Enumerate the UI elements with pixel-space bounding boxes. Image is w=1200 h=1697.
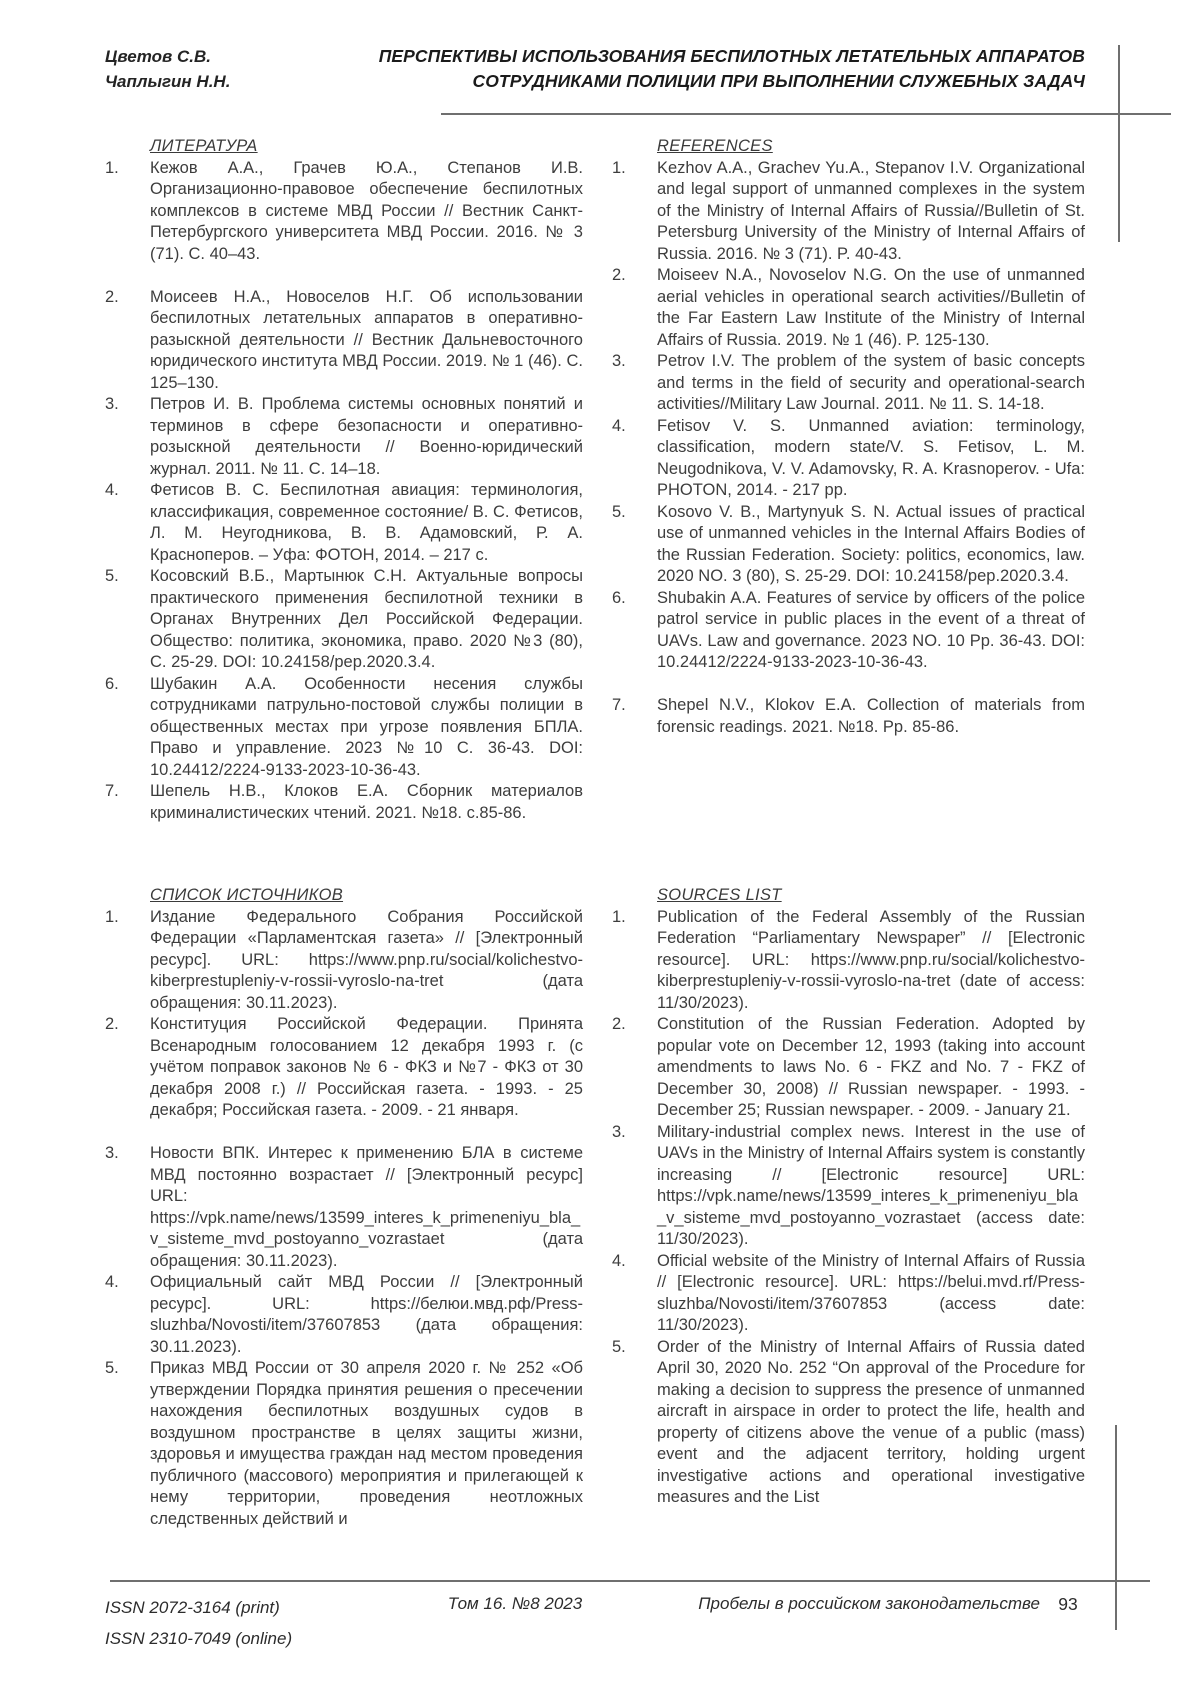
reference-number: 4. <box>105 1273 119 1291</box>
reference-text: Официальный сайт МВД России // [Электронный ресурс]. URL: https://белюи.мвд.рф/Press-sluzhba/Novosti/item/37607853 (дата обращения: 30.11.2023). <box>150 1273 583 1356</box>
reference-item <box>612 695 1085 738</box>
reference-number: 5. <box>105 567 119 585</box>
reference-text: Moiseev N.A., Novoselov N.G. On the use of unmanned aerial vehicles in operational search activities//Bulletin of the Far Eastern Law Institute of the Ministry of Internal Affairs of Russia. 2019. № 1 (46). P. 125-130. <box>657 266 1085 349</box>
sources-section <box>105 885 583 1530</box>
issn-online: ISSN 2310-7049 (online) <box>105 1629 293 1648</box>
paper-title-line: ПЕРСПЕКТИВЫ ИСПОЛЬЗОВАНИЯ БЕСПИЛОТНЫХ ЛЕТАТЕЛЬНЫХ АППАРАТОВ <box>378 46 1085 66</box>
reference-text: Кежов А.А., Грачев Ю.А., Степанов И.В. Организационно-правовое обеспечение беспилотных комплексов в системе МВД России // Вестник Санкт-Петербургского университета МВД России. 2016. № 3 (71). С. 40–43. <box>150 158 583 263</box>
reference-item <box>105 1014 583 1122</box>
reference-item <box>105 1143 583 1272</box>
reference-number: 7. <box>105 782 119 800</box>
reference-number: 2. <box>612 1015 626 1033</box>
reference-number: 3. <box>612 1122 626 1141</box>
paper-title-line: СОТРУДНИКАМИ ПОЛИЦИИ ПРИ ВЫПОЛНЕНИИ СЛУЖЕБНЫХ ЗАДАЧ <box>472 71 1085 91</box>
reference-item <box>105 907 583 1015</box>
reference-item <box>612 265 1085 351</box>
reference-item <box>612 416 1085 502</box>
reference-text: Шубакин А.А. Особенности несения службы сотрудниками патрульно-постовой службы полиции в общественных местах при угрозе появления БПЛА. Право и управление. 2023 №10 С. 36-43. DOI: 10.24412/2224-9133-2023-10-36-43. <box>150 674 583 779</box>
reference-text: Издание Федерального Собрания Российской Федерации «Парламентская газета» // [Электронный ресурс]. URL: https://www.pnp.ru/social/kolichestvo-kiberprestupleniy-v-rossii-vyroslo-na-tret (дата обращения: 30.11.2023). <box>150 907 583 1012</box>
reference-text: Приказ МВД России от 30 апреля 2020 г. № 252 «Об утверждении Порядка принятия решения о пресечении нахождения беспилотных воздушных судов в воздушном пространстве в целях защиты жизни, здоровья и имущества граждан над местом проведения публичного (массового) мероприятия и прилегающей к нему территории, проведения неотложных следственных действий и <box>150 1359 583 1528</box>
reference-text: Constitution of the Russian Federation. Adopted by popular vote on December 12, 1993 (taking into account amendments to laws No. 6 - FKZ and No. 7 - FKZ of December 30, 2008) // Russian newspaper. - 1993. - December 25; Russian newspaper. - 2009. - January 21. <box>657 1015 1085 1119</box>
footer-vertical-rule <box>1115 1425 1117 1630</box>
header-vertical-rule <box>1118 45 1120 242</box>
reference-number: 4. <box>105 481 119 499</box>
reference-number: 2. <box>105 1015 119 1033</box>
reference-text: Моисеев Н.А., Новоселов Н.Г. Об использовании беспилотных летательных аппаратов в оперативно-разыскной деятельности // Вестник Дальневосточного юридического института МВД России. 2019. № 1 (46). С. 125–130. <box>150 287 583 392</box>
reference-text: Новости ВПК. Интерес к применению БЛА в системе МВД постоянно возрастает // [Электронный ресурс] URL: https://vpk.name/news/13599_interes_k_primeneniyu_bla_v_sisteme_mvd_postoyanno_vozrastaet (дата обращения: 30.11.2023). <box>150 1144 583 1270</box>
reference-item <box>612 351 1085 416</box>
page-number: 93 <box>1058 1594 1078 1614</box>
author-name: Цветов С.В. <box>105 47 211 66</box>
author-name: Чаплыгин Н.Н. <box>105 72 231 91</box>
references-heading: REFERENCES <box>657 137 773 155</box>
issn-block <box>105 1592 292 1654</box>
reference-text: Military-industrial complex news. Interest in the use of UAVs in the Ministry of Internal Affairs system is constantly increasing // [Electronic resource] URL: https://vpk.name/news/13599_interes_k_primeneniyu_bla_v_sisteme_mvd_postoyanno_vozrastaet (access date: 11/30/2023). <box>657 1122 1085 1248</box>
reference-number: 5. <box>612 1337 626 1356</box>
issn-print: ISSN 2072-3164 (print) <box>105 1598 280 1617</box>
reference-number: 2. <box>105 287 119 306</box>
reference-text: Petrov I.V. The problem of the system of basic concepts and terms in the field of security and operational-search activities//Military Law Journal. 2011. № 11. S. 14-18. <box>657 352 1085 413</box>
authors-block <box>105 44 230 94</box>
reference-text: Шепель Н.В., Клоков Е.А. Сборник материалов криминалистических чтений. 2021. №18. с.85-86. <box>150 782 583 822</box>
reference-number: 1. <box>105 158 119 177</box>
reference-item <box>612 1337 1085 1509</box>
reference-item <box>612 502 1085 588</box>
reference-item <box>105 781 583 824</box>
sources-heading: СПИСОК ИСТОЧНИКОВ <box>150 886 344 904</box>
reference-text: Косовский В.Б., Мартынюк С.Н. Актуальные вопросы практического применения беспилотной техники в Органах Внутренних Дел Российской Федерации. Общество: политика, экономика, право. 2020 №3 (80), С. 25-29. DOI: 10.24158/pep.2020.3.4. <box>150 567 583 671</box>
reference-item <box>105 394 583 480</box>
reference-item <box>105 674 583 782</box>
reference-item <box>105 480 583 566</box>
reference-item <box>105 1358 583 1530</box>
reference-item <box>612 588 1085 674</box>
header-rule <box>441 113 1171 115</box>
reference-number: 5. <box>105 1359 119 1377</box>
reference-number: 5. <box>612 502 626 521</box>
sources-list-section <box>612 885 1085 1509</box>
reference-number: 3. <box>612 352 626 370</box>
reference-number: 1. <box>612 907 626 926</box>
sources-list-heading: SOURCES LIST <box>657 886 782 904</box>
reference-number: 4. <box>612 1251 626 1270</box>
footer-rule <box>110 1580 1150 1582</box>
reference-item <box>612 158 1085 266</box>
reference-text: Фетисов В. С. Беспилотная авиация: терминология, классификация, современное состояние/ В. С. Фетисов, Л. М. Неугодникова, В. В. Адамовский, Р. А. Красноперов. – Уфа: ФОТОН, 2014. – 217 с. <box>150 481 583 564</box>
reference-text: Петров И. В. Проблема системы основных понятий и терминов в сфере безопасности и оперативно-розыскной деятельности // Военно-юридический журнал. 2011. № 11. С. 14–18. <box>150 395 583 478</box>
reference-number: 6. <box>612 588 626 607</box>
reference-item <box>612 1014 1085 1122</box>
reference-text: Fetisov V. S. Unmanned aviation: terminology, classification, modern state/V. S. Fetisov, L. M. Neugodnikova, V. V. Adamovsky, R. A. Krasnoperov. - Ufa: PHOTON, 2014. - 217 pp. <box>657 416 1085 499</box>
paper-title <box>340 44 1085 94</box>
literature-heading: ЛИТЕРАТУРА <box>150 137 258 155</box>
reference-text: Конституция Российской Федерации. Принята Всенародным голосованием 12 декабря 1993 г. (с учётом поправок законов № 6 - ФКЗ и №7 - ФКЗ от 30 декабря 2008 г.) // Российская газета. - 1993. - 25 декабря; Российская газета. - 2009. - 21 января. <box>150 1015 583 1119</box>
reference-text: Shepel N.V., Klokov E.A. Collection of materials from forensic readings. 2021. №18. Pp. 85-86. <box>657 696 1085 736</box>
reference-number: 4. <box>612 416 626 435</box>
reference-item <box>105 1272 583 1358</box>
reference-item <box>612 907 1085 1015</box>
literature-section <box>105 136 583 824</box>
reference-text: Kosovo V. B., Martynyuk S. N. Actual issues of practical use of unmanned vehicles in the Internal Affairs Bodies of the Russian Federation. Society: politics, economics, law. 2020 NO. 3 (80), S. 25-29. DOI: 10.24158/pep.2020.3.4. <box>657 502 1085 585</box>
reference-number: 3. <box>105 395 119 413</box>
reference-number: 2. <box>612 266 626 284</box>
reference-item <box>612 1251 1085 1337</box>
reference-text: Official website of the Ministry of Internal Affairs of Russia // [Electronic resource]. URL: https://belui.mvd.rf/Press-sluzhba/Novosti/item/37607853 (access date: 11/30/2023). <box>657 1251 1085 1334</box>
reference-item <box>105 566 583 674</box>
reference-number: 6. <box>105 674 119 693</box>
journal-title: Пробелы в российском законодательстве <box>698 1594 1040 1613</box>
references-section <box>612 136 1085 738</box>
reference-text: Publication of the Federal Assembly of the Russian Federation “Parliamentary Newspaper” // [Electronic resource]. URL: https://www.pnp.ru/social/kolichestvo-kiberprestupleniy-v-rossii-vyroslo-na-tret (date of access: 11/30/2023). <box>657 907 1085 1012</box>
reference-item <box>612 1122 1085 1251</box>
reference-text: Kezhov A.A., Grachev Yu.A., Stepanov I.V. Organizational and legal support of unmanned complexes in the system of the Ministry of Internal Affairs of Russia//Bulletin of St. Petersburg University of the Ministry of Internal Affairs of Russia. 2016. № 3 (71). P. 40-43. <box>657 158 1085 263</box>
volume-issue: Том 16. №8 2023 <box>447 1594 583 1613</box>
reference-item <box>105 287 583 395</box>
reference-number: 1. <box>105 907 119 926</box>
reference-item <box>105 158 583 266</box>
reference-number: 7. <box>612 696 626 714</box>
reference-text: Shubakin A.A. Features of service by officers of the police patrol service in public places in the event of a threat of UAVs. Law and governance. 2023 NO. 10 Pp. 36-43. DOI: 10.24412/2224-9133-2023-10-36-43. <box>657 588 1085 671</box>
reference-text: Order of the Ministry of Internal Affairs of Russia dated April 30, 2020 No. 252 “On approval of the Procedure for making a decision to suppress the presence of unmanned aircraft in airspace in order to protect the life, health and property of citizens above the venue of a public (mass) event and the adjacent territory, holding urgent investigative actions and operational investigative measures and the List <box>657 1337 1085 1506</box>
reference-number: 1. <box>612 158 626 177</box>
reference-number: 3. <box>105 1144 119 1162</box>
